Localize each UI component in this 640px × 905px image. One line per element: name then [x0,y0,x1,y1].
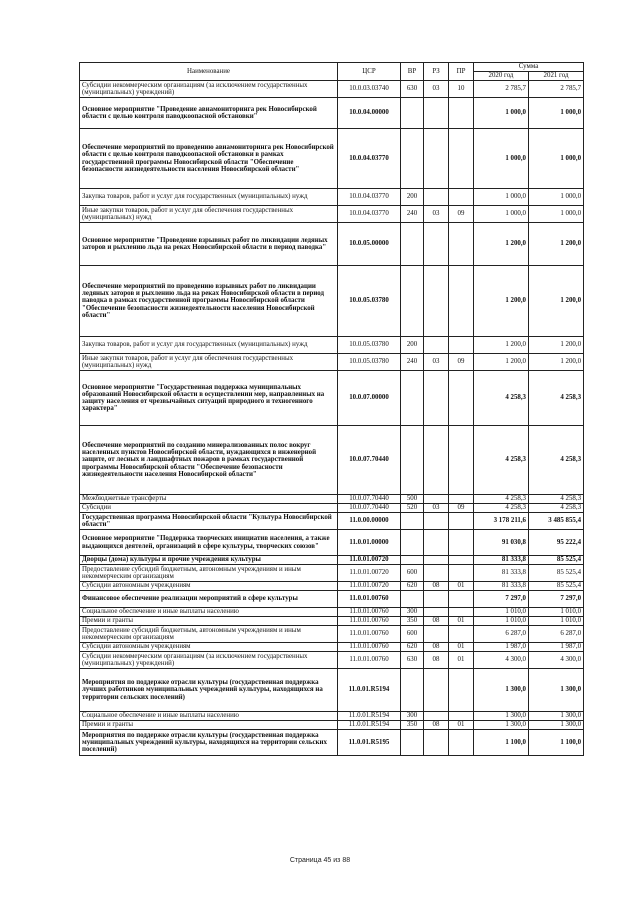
row-sum-2021: 85 525,4 [529,565,584,582]
table-row [80,730,584,756]
row-vr [401,223,424,266]
row-sum-2021: 4 300,0 [529,652,584,669]
row-sum-2021: 95 222,4 [529,530,584,556]
table-row [80,371,584,426]
row-rz: 08 [424,617,449,626]
row-sum-2021: 4 258,3 [529,371,584,426]
row-rz: 08 [424,721,449,730]
row-pr [449,530,474,556]
row-sum-2020: 1 200,0 [474,223,529,266]
table-row [80,643,584,652]
row-sum-2021: 2 785,7 [529,81,584,98]
row-pr [449,266,474,337]
row-vr: 520 [401,504,424,513]
row-vr: 620 [401,582,424,591]
table-row [80,337,584,354]
row-sum-2020: 1 300,0 [474,721,529,730]
row-pr [449,371,474,426]
row-rz: 08 [424,582,449,591]
row-name: Субсидии [80,504,338,513]
row-sum-2021: 85 525,4 [529,582,584,591]
row-csr: 11.0.01.00760 [338,617,401,626]
col-header-2020: 2020 год [474,72,529,81]
row-sum-2021: 1 000,0 [529,98,584,129]
row-sum-2020: 3 178 211,6 [474,513,529,530]
row-vr: 200 [401,189,424,206]
row-csr: 11.0.01.00760 [338,626,401,643]
table-row [80,354,584,371]
row-sum-2020: 1 300,0 [474,669,529,712]
row-vr: 500 [401,495,424,504]
row-name: Основное мероприятие "Проведение взрывных работ по ликвидации ледяных заторов и рыхлению льда на реках Новосибирской области в период паводка" [80,223,338,266]
row-sum-2020: 2 785,7 [474,81,529,98]
row-sum-2021: 1 010,0 [529,617,584,626]
row-sum-2020: 1 000,0 [474,98,529,129]
row-name: Социальное обеспечение и иные выплаты населению [80,608,338,617]
row-rz [424,591,449,608]
row-sum-2020: 1 300,0 [474,712,529,721]
row-sum-2021: 3 485 855,4 [529,513,584,530]
row-name: Премии и гранты [80,721,338,730]
row-sum-2021: 4 258,3 [529,504,584,513]
row-vr [401,530,424,556]
row-csr: 11.0.01.00760 [338,652,401,669]
row-rz [424,371,449,426]
col-header-csr: ЦСР [338,63,401,81]
row-pr [449,591,474,608]
row-csr: 10.0.05.03780 [338,354,401,371]
row-csr: 10.0.07.00000 [338,371,401,426]
row-csr: 11.0.01.00720 [338,582,401,591]
row-rz [424,495,449,504]
table-row [80,591,584,608]
row-vr: 200 [401,337,424,354]
row-csr: 11.0.01.R5194 [338,669,401,712]
table-row [80,712,584,721]
table-body [80,81,584,756]
row-rz [424,266,449,337]
row-vr: 620 [401,643,424,652]
row-csr: 11.0.01.00000 [338,530,401,556]
row-name: Субсидии автономным учреждениям [80,582,338,591]
row-name: Государственная программа Новосибирской области "Культура Новосибирской области" [80,513,338,530]
row-name: Обеспечение мероприятий по проведению взрывных работ по ликвидации ледяных заторов и рыхлению льда на реках Новосибирской области в период паводка в рамках государственной программы Новосибирской области "Обеспечение безопасности жизнедеятельности населения Новосибирской области" [80,266,338,337]
row-sum-2021: 6 287,0 [529,626,584,643]
row-pr [449,556,474,565]
row-pr [449,495,474,504]
table-row [80,626,584,643]
col-header-sum: Сумма [474,63,584,72]
row-name: Субсидии некоммерческим организациям (за исключением государственных (муниципальных) учреждений) [80,81,338,98]
table-row [80,556,584,565]
row-vr: 600 [401,626,424,643]
row-rz [424,426,449,495]
row-pr: 01 [449,652,474,669]
row-pr: 09 [449,206,474,223]
row-sum-2021: 1 000,0 [529,189,584,206]
row-pr [449,98,474,129]
row-sum-2021: 1 300,0 [529,721,584,730]
row-sum-2020: 1 010,0 [474,608,529,617]
row-name: Иные закупки товаров, работ и услуг для обеспечения государственных (муниципальных) нужд [80,354,338,371]
row-sum-2020: 81 333,8 [474,556,529,565]
row-sum-2020: 7 297,0 [474,591,529,608]
row-sum-2021: 4 258,3 [529,495,584,504]
row-pr [449,712,474,721]
row-name: Предоставление субсидий бюджетным, автономным учреждениям и иным некоммерческим организациям [80,626,338,643]
table-row [80,129,584,189]
row-vr [401,426,424,495]
row-sum-2020: 81 333,8 [474,582,529,591]
row-sum-2020: 1 200,0 [474,337,529,354]
row-pr: 09 [449,354,474,371]
row-sum-2020: 1 987,0 [474,643,529,652]
col-header-pr: ПР [449,63,474,81]
table-row [80,504,584,513]
row-rz: 08 [424,652,449,669]
row-sum-2021: 1 200,0 [529,266,584,337]
row-name: Межбюджетные трансферты [80,495,338,504]
row-sum-2021: 4 258,3 [529,426,584,495]
row-pr [449,337,474,354]
row-pr [449,730,474,756]
col-header-vr: ВР [401,63,424,81]
row-rz [424,626,449,643]
row-name: Субсидии автономным учреждениям [80,643,338,652]
row-sum-2020: 1 200,0 [474,266,529,337]
row-sum-2021: 1 010,0 [529,608,584,617]
row-pr [449,129,474,189]
row-rz: 03 [424,354,449,371]
row-rz [424,608,449,617]
row-sum-2021: 1 000,0 [529,129,584,189]
row-vr [401,371,424,426]
row-csr: 10.0.04.03770 [338,206,401,223]
row-name: Мероприятия по поддержке отрасли культуры (государственная поддержка муниципальных учреждений культуры, находящихся на территории сельских поселений) [80,730,338,756]
row-vr: 600 [401,565,424,582]
row-name: Основное мероприятие "Проведение авиамониторинга рек Новосибирской области с целью контроля паводкоопасной обстановки" [80,98,338,129]
row-csr: 10.0.07.70440 [338,426,401,495]
table-row [80,223,584,266]
table-row [80,426,584,495]
row-sum-2020: 4 258,3 [474,504,529,513]
row-sum-2021: 85 525,4 [529,556,584,565]
row-csr: 10.0.04.03770 [338,189,401,206]
row-csr: 11.0.01.00760 [338,608,401,617]
row-rz [424,337,449,354]
row-pr: 01 [449,582,474,591]
row-sum-2021: 1 987,0 [529,643,584,652]
row-vr [401,98,424,129]
row-csr: 10.0.04.00000 [338,98,401,129]
row-pr [449,608,474,617]
row-sum-2020: 4 258,3 [474,371,529,426]
row-pr: 01 [449,617,474,626]
row-csr: 11.0.00.00000 [338,513,401,530]
table-row [80,565,584,582]
row-rz [424,712,449,721]
row-pr [449,189,474,206]
row-sum-2020: 4 300,0 [474,652,529,669]
row-rz [424,513,449,530]
table-row [80,721,584,730]
row-vr [401,591,424,608]
row-name: Основное мероприятие "Государственная поддержка муниципальных образований Новосибирской области в осуществлении мер, направленных на защиту населения от чрезвычайных ситуаций природного и техногенного характера" [80,371,338,426]
row-pr [449,669,474,712]
row-sum-2020: 1 000,0 [474,129,529,189]
row-sum-2020: 1 100,0 [474,730,529,756]
row-vr: 630 [401,81,424,98]
row-name: Дворцы (дома) культуры и прочие учреждения культуры [80,556,338,565]
table-row [80,582,584,591]
row-sum-2021: 1 200,0 [529,354,584,371]
row-csr: 10.0.05.03780 [338,337,401,354]
row-csr: 11.0.01.00720 [338,565,401,582]
row-csr: 10.0.07.70440 [338,495,401,504]
row-rz [424,669,449,712]
row-vr [401,556,424,565]
row-name: Субсидии некоммерческим организациям (за исключением государственных (муниципальных) учреждений) [80,652,338,669]
row-csr: 11.0.01.00720 [338,556,401,565]
budget-table [79,62,584,756]
row-vr: 240 [401,354,424,371]
row-rz [424,129,449,189]
row-name: Финансовое обеспечение реализации мероприятий в сфере культуры [80,591,338,608]
row-sum-2020: 1 000,0 [474,206,529,223]
col-header-2021: 2021 год [529,72,584,81]
row-csr: 10.0.03.03740 [338,81,401,98]
row-sum-2020: 81 333,8 [474,565,529,582]
row-csr: 10.0.04.03770 [338,129,401,189]
table-row [80,98,584,129]
table-row [80,495,584,504]
row-pr [449,513,474,530]
col-header-rz: РЗ [424,63,449,81]
row-sum-2020: 4 258,3 [474,495,529,504]
row-csr: 11.0.01.00760 [338,591,401,608]
table-row [80,266,584,337]
row-sum-2021: 1 100,0 [529,730,584,756]
table-row [80,530,584,556]
row-name: Обеспечение мероприятий по созданию минерализованных полос вокруг населенных пунктов Новосибирской области, нуждающихся в инженерной защите, от лесных и ландшафтных пожаров в рамках государственной программы Новосибирской области "Обеспечение безопасности жизнедеятельности населения Новосибирской области" [80,426,338,495]
row-name: Премии и гранты [80,617,338,626]
row-pr [449,223,474,266]
row-pr: 09 [449,504,474,513]
row-csr: 11.0.01.00760 [338,643,401,652]
row-vr [401,513,424,530]
row-sum-2020: 6 287,0 [474,626,529,643]
row-rz [424,730,449,756]
row-pr [449,626,474,643]
row-name: Мероприятия по поддержке отрасли культуры (государственная поддержка лучших работников муниципальных учреждений культуры, находящихся на территории сельских поселений) [80,669,338,712]
row-csr: 10.0.07.70440 [338,504,401,513]
row-sum-2020: 1 010,0 [474,617,529,626]
row-name: Закупка товаров, работ и услуг для государственных (муниципальных) нужд [80,189,338,206]
row-sum-2020: 1 200,0 [474,354,529,371]
table-row [80,81,584,98]
row-rz: 03 [424,504,449,513]
row-vr: 630 [401,652,424,669]
row-csr: 11.0.01.R5194 [338,712,401,721]
table-row [80,608,584,617]
table-row [80,652,584,669]
row-pr [449,565,474,582]
row-rz [424,189,449,206]
row-sum-2020: 91 030,8 [474,530,529,556]
row-vr [401,129,424,189]
row-sum-2021: 7 297,0 [529,591,584,608]
col-header-name: Наименование [80,63,338,81]
row-pr [449,426,474,495]
row-name: Обеспечение мероприятий по проведению авиамониторинга рек Новосибирской области с целью контроля паводкоопасной обстановки в рамках государственной программы Новосибирской области "Обеспечение безопасности жизнедеятельности населения Новосибирской области" [80,129,338,189]
row-rz [424,98,449,129]
row-vr: 300 [401,608,424,617]
row-pr: 01 [449,643,474,652]
row-vr [401,266,424,337]
row-name: Закупка товаров, работ и услуг для государственных (муниципальных) нужд [80,337,338,354]
row-name: Основное мероприятие "Поддержка творческих инициатив населения, а также выдающихся деятелей, организаций в сфере культуры, творческих союзов" [80,530,338,556]
row-vr: 300 [401,712,424,721]
row-rz: 03 [424,81,449,98]
row-sum-2021: 1 200,0 [529,223,584,266]
row-sum-2021: 1 300,0 [529,712,584,721]
row-vr [401,669,424,712]
row-name: Социальное обеспечение и иные выплаты населению [80,712,338,721]
table-row [80,513,584,530]
row-sum-2021: 1 300,0 [529,669,584,712]
table-row [80,189,584,206]
row-rz [424,223,449,266]
row-rz: 08 [424,643,449,652]
row-rz: 03 [424,206,449,223]
row-vr [401,730,424,756]
row-rz [424,530,449,556]
row-csr: 11.0.01.R5194 [338,721,401,730]
row-name: Иные закупки товаров, работ и услуг для обеспечения государственных (муниципальных) нужд [80,206,338,223]
table-row [80,206,584,223]
table-row [80,669,584,712]
page-number: Страница 45 из 88 [289,857,351,864]
row-csr: 11.0.01.R5195 [338,730,401,756]
row-vr: 240 [401,206,424,223]
row-pr: 10 [449,81,474,98]
row-sum-2020: 4 258,3 [474,426,529,495]
row-csr: 10.0.05.03780 [338,266,401,337]
row-vr: 350 [401,617,424,626]
row-sum-2021: 1 200,0 [529,337,584,354]
row-csr: 10.0.05.00000 [338,223,401,266]
row-rz [424,556,449,565]
row-name: Предоставление субсидий бюджетным, автономным учреждениям и иным некоммерческим организациям [80,565,338,582]
table-row [80,617,584,626]
row-pr: 01 [449,721,474,730]
row-vr: 350 [401,721,424,730]
row-rz [424,565,449,582]
row-sum-2020: 1 000,0 [474,189,529,206]
row-sum-2021: 1 000,0 [529,206,584,223]
